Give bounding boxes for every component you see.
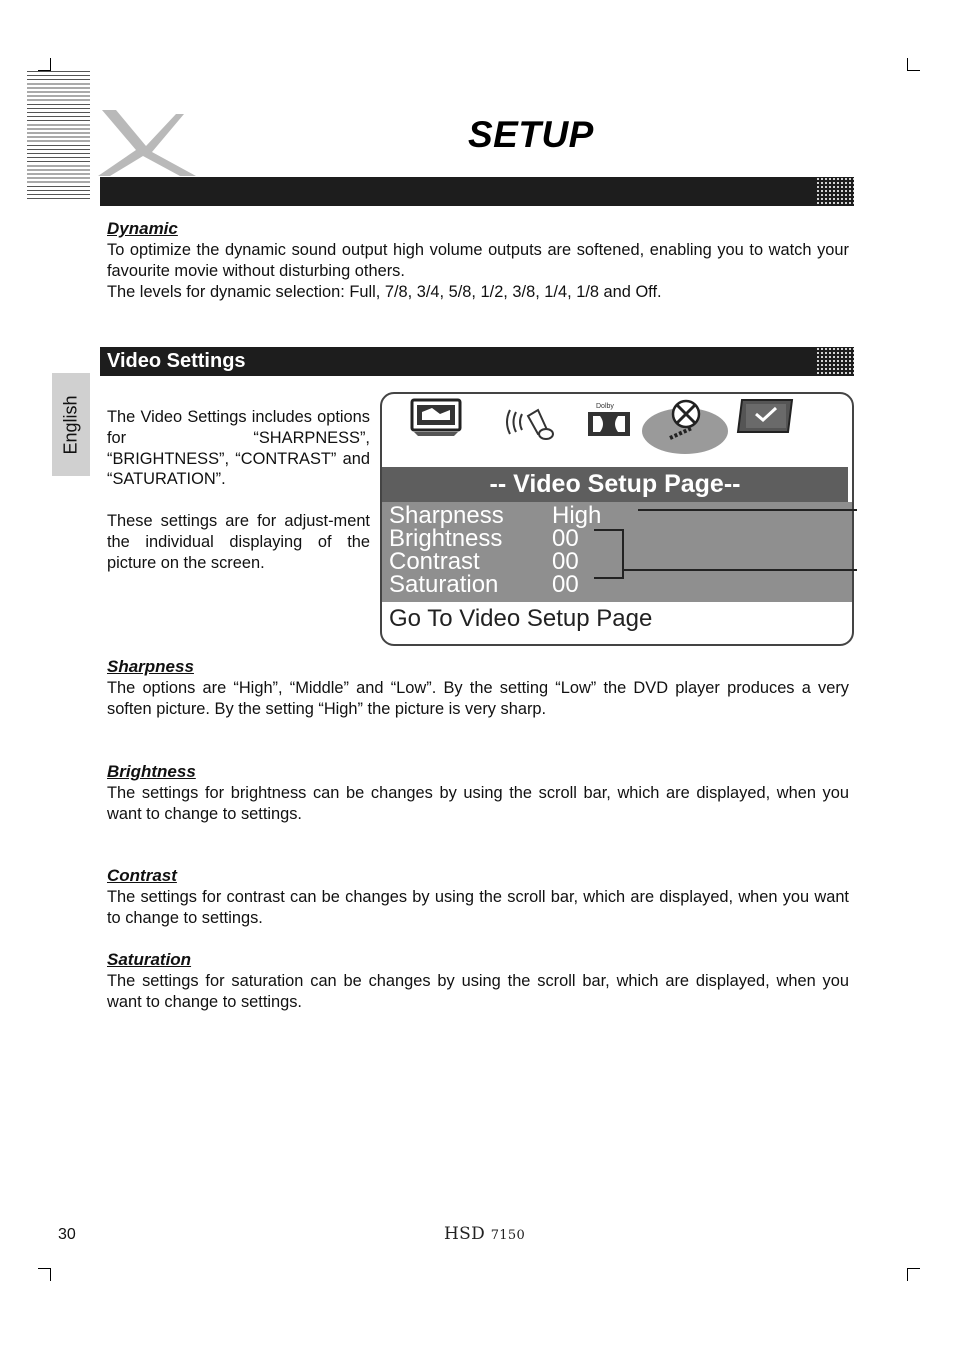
osd-page-header (382, 467, 848, 502)
page-number: 30 (58, 1226, 76, 1243)
dynamic-description (107, 240, 849, 302)
page-title: SETUP (468, 114, 594, 155)
heading-brightness: Brightness (107, 762, 196, 781)
model-number: 7150 (490, 1228, 526, 1243)
crop-mark-top-left (38, 58, 51, 71)
decorative-line-stack (27, 71, 90, 199)
video-settings-intro (107, 407, 370, 573)
sharpness-description: The options are “High”, “Middle” and “Low”. By the setting “Low” the DVD player produces a very soften picture. By the setting “High” the picture is very sharp. (107, 679, 849, 718)
heading-dynamic: Dynamic (107, 219, 178, 238)
leader-bracket-top (594, 529, 624, 531)
model-name (444, 1224, 525, 1244)
osd-icon-bar (382, 394, 852, 466)
brightness-description: The settings for brightness can be changes by using the scroll bar, which are displayed, when you want to change to settings. (107, 784, 849, 823)
saturation-description: The settings for saturation can be changes by using the scroll bar, which are displayed, when you want to change to settings. (107, 972, 849, 1011)
heading-sharpness: Sharpness (107, 657, 194, 676)
header-bar (100, 177, 854, 206)
bar-dot-pattern (816, 177, 854, 206)
leader-bracket-vertical (622, 529, 624, 579)
leader-bracket-bottom (594, 577, 624, 579)
tv-display-icon (410, 398, 462, 438)
heading-saturation: Saturation (107, 950, 192, 969)
intro-paragraph-1: The Video Settings includes options for “SHARPNESS”, “BRIGHTNESS”, “CONTRAST” and “SATURATION”. (107, 408, 370, 489)
leader-line-brightness-contrast-saturation (622, 569, 857, 571)
language-tab-label: English (60, 394, 81, 455)
leader-line-sharpness (638, 509, 857, 511)
crop-mark-bottom-right (907, 1268, 920, 1281)
speaker-audio-icon (502, 402, 564, 444)
dolby-label: Dolby (596, 403, 614, 410)
osd-row-value: 00 (552, 525, 579, 552)
contrast-description: The settings for contrast can be changes by using the scroll bar, which are displayed, when you want to change to settings. (107, 888, 849, 927)
osd-row-label: Contrast (389, 548, 480, 575)
osd-page-title: -- Video Setup Page-- (489, 470, 741, 498)
brand-x-logo (96, 106, 196, 178)
language-tab (52, 373, 90, 476)
dolby-icon (586, 400, 632, 438)
dynamic-paragraph-1: To optimize the dynamic sound output high volume outputs are softened, enabling you to watch your favourite movie without disturbing others. (107, 241, 849, 280)
model-prefix: HSD (444, 1224, 486, 1244)
heading-contrast: Contrast (107, 866, 177, 885)
osd-settings-list (382, 502, 852, 602)
osd-row-value: 00 (552, 548, 579, 575)
osd-row-value: High (552, 502, 602, 529)
crop-mark-top-right (907, 58, 920, 71)
video-disc-icon (662, 398, 710, 444)
checkmark-preference-icon (736, 398, 794, 436)
bar-dot-pattern (816, 347, 854, 376)
osd-row-label: Brightness (389, 525, 503, 552)
video-setup-osd-screenshot (380, 392, 854, 646)
osd-footer-hint: Go To Video Setup Page (389, 605, 653, 632)
video-settings-title: Video Settings (107, 350, 246, 372)
intro-paragraph-2: These settings are for adjust-ment the individual displaying of the picture on the screen. (107, 511, 370, 572)
dynamic-paragraph-2: The levels for dynamic selection: Full, 7/8, 3/4, 5/8, 1/2, 3/8, 1/4, 1/8 and Off. (107, 282, 662, 301)
osd-row-label: Sharpness (389, 502, 504, 529)
crop-mark-bottom-left (38, 1268, 51, 1281)
osd-row-label: Saturation (389, 571, 499, 598)
video-settings-bar (100, 347, 854, 376)
osd-row-value: 00 (552, 571, 579, 598)
